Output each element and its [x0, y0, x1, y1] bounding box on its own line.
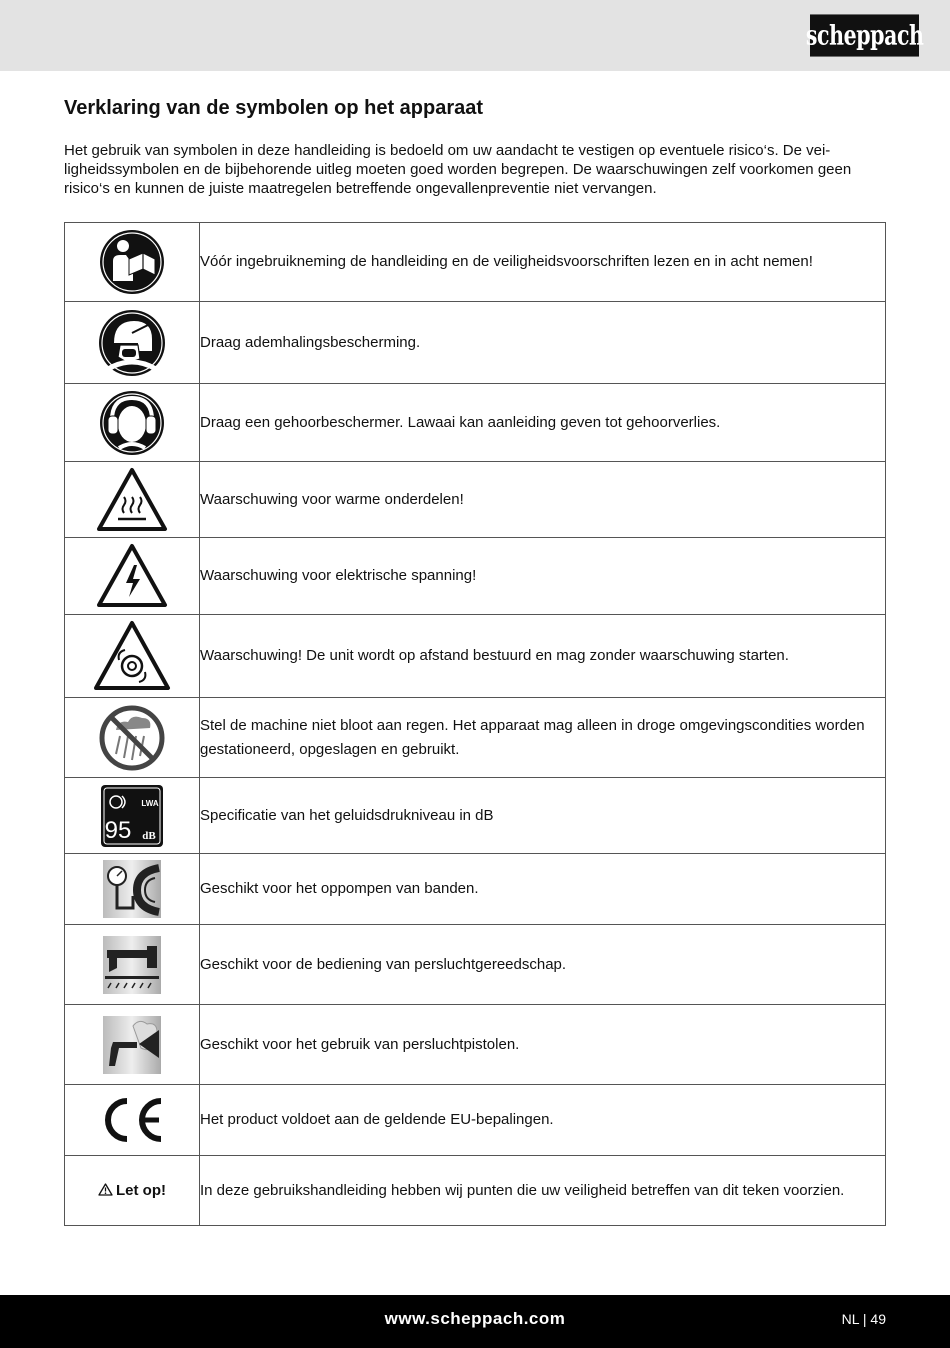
row-description: Waarschuwing voor elektrische spanning! [200, 538, 886, 615]
row-description: Stel de machine niet bloot aan regen. Het apparaat mag alleen in droge omgevingscondities worden gestationeerd, opgeslagen en gebruikt. [200, 698, 886, 778]
sound-level-value: 95 [104, 816, 132, 844]
row-description: Geschikt voor het oppompen van banden. [200, 854, 886, 925]
row-description: Vóór ingebruikneming de handleiding en de veiligheidsvoorschriften lezen en in acht nemen! [200, 223, 886, 302]
attention-label-text: Let op! [116, 1181, 166, 1199]
table-row [65, 778, 886, 854]
table-row [65, 1005, 886, 1085]
table-row [65, 1156, 886, 1226]
row-description: Draag ademhalingsbescherming. [200, 302, 886, 384]
row-description: Geschikt voor de bediening van persluchtgereedschap. [200, 925, 886, 1005]
sound-level-icon [100, 784, 164, 848]
footer-bar [0, 1295, 950, 1348]
read-manual-icon [99, 229, 165, 295]
table-row [65, 854, 886, 925]
table-row [65, 615, 886, 698]
table-row [65, 462, 886, 538]
attention-label [98, 1182, 166, 1199]
row-description: Waarschuwing! De unit wordt op afstand bestuurd en mag zonder waarschuwing starten. [200, 615, 886, 698]
table-row [65, 1085, 886, 1156]
tire-inflation-icon [103, 860, 161, 918]
header-bar [0, 0, 950, 71]
intro-paragraph: Het gebruik van symbolen in deze handleiding is bedoeld om uw aandacht te vestigen op eventuele risico‘s. De vei-ligheidssymbolen en de bijbehorende uitleg moeten goed worden begrepen. De waarschuwingen zelf voorkomen geen risico‘s en kunnen de juiste maatregelen betreffende ongevallenpreventie niet vervangen. [64, 142, 852, 197]
warning-triangle-icon [98, 1183, 113, 1196]
row-description: Geschikt voor het gebruik van persluchtpistolen. [200, 1005, 886, 1085]
nail-gun-icon [103, 936, 161, 994]
row-description: Draag een gehoorbeschermer. Lawaai kan aanleiding geven tot gehoorverlies. [200, 384, 886, 462]
brand-logo: scheppach [810, 14, 919, 56]
row-description: Het product voldoet aan de geldende EU-bepalingen. [200, 1085, 886, 1156]
row-description: Waarschuwing voor warme onderdelen! [200, 462, 886, 538]
sound-level-unit: dB [142, 829, 156, 842]
table-row [65, 302, 886, 384]
row-description: Specificatie van het geluidsdrukniveau in dB [200, 778, 886, 854]
blow-gun-icon [103, 1016, 161, 1074]
page-title: Verklaring van de symbolen op het apparaat [64, 97, 484, 119]
page-number: NL | 49 [841, 1311, 886, 1327]
table-row [65, 223, 886, 302]
no-rain-icon [98, 704, 166, 772]
hot-surface-warning-icon [96, 467, 168, 533]
table-row [65, 698, 886, 778]
sound-level-label: LWA [141, 798, 159, 808]
footer-url: www.scheppach.com [384, 1309, 566, 1328]
ear-protection-icon [99, 390, 165, 456]
table-row [65, 925, 886, 1005]
electric-voltage-warning-icon [96, 543, 168, 609]
table-row [65, 538, 886, 615]
automatic-start-warning-icon [93, 620, 171, 692]
respirator-icon [98, 309, 166, 377]
symbols-table [64, 222, 886, 1226]
ce-mark-icon [99, 1096, 165, 1144]
table-row [65, 384, 886, 462]
row-description: In deze gebruikshandleiding hebben wij punten die uw veiligheid betreffen van dit teken voorzien. [200, 1156, 886, 1226]
